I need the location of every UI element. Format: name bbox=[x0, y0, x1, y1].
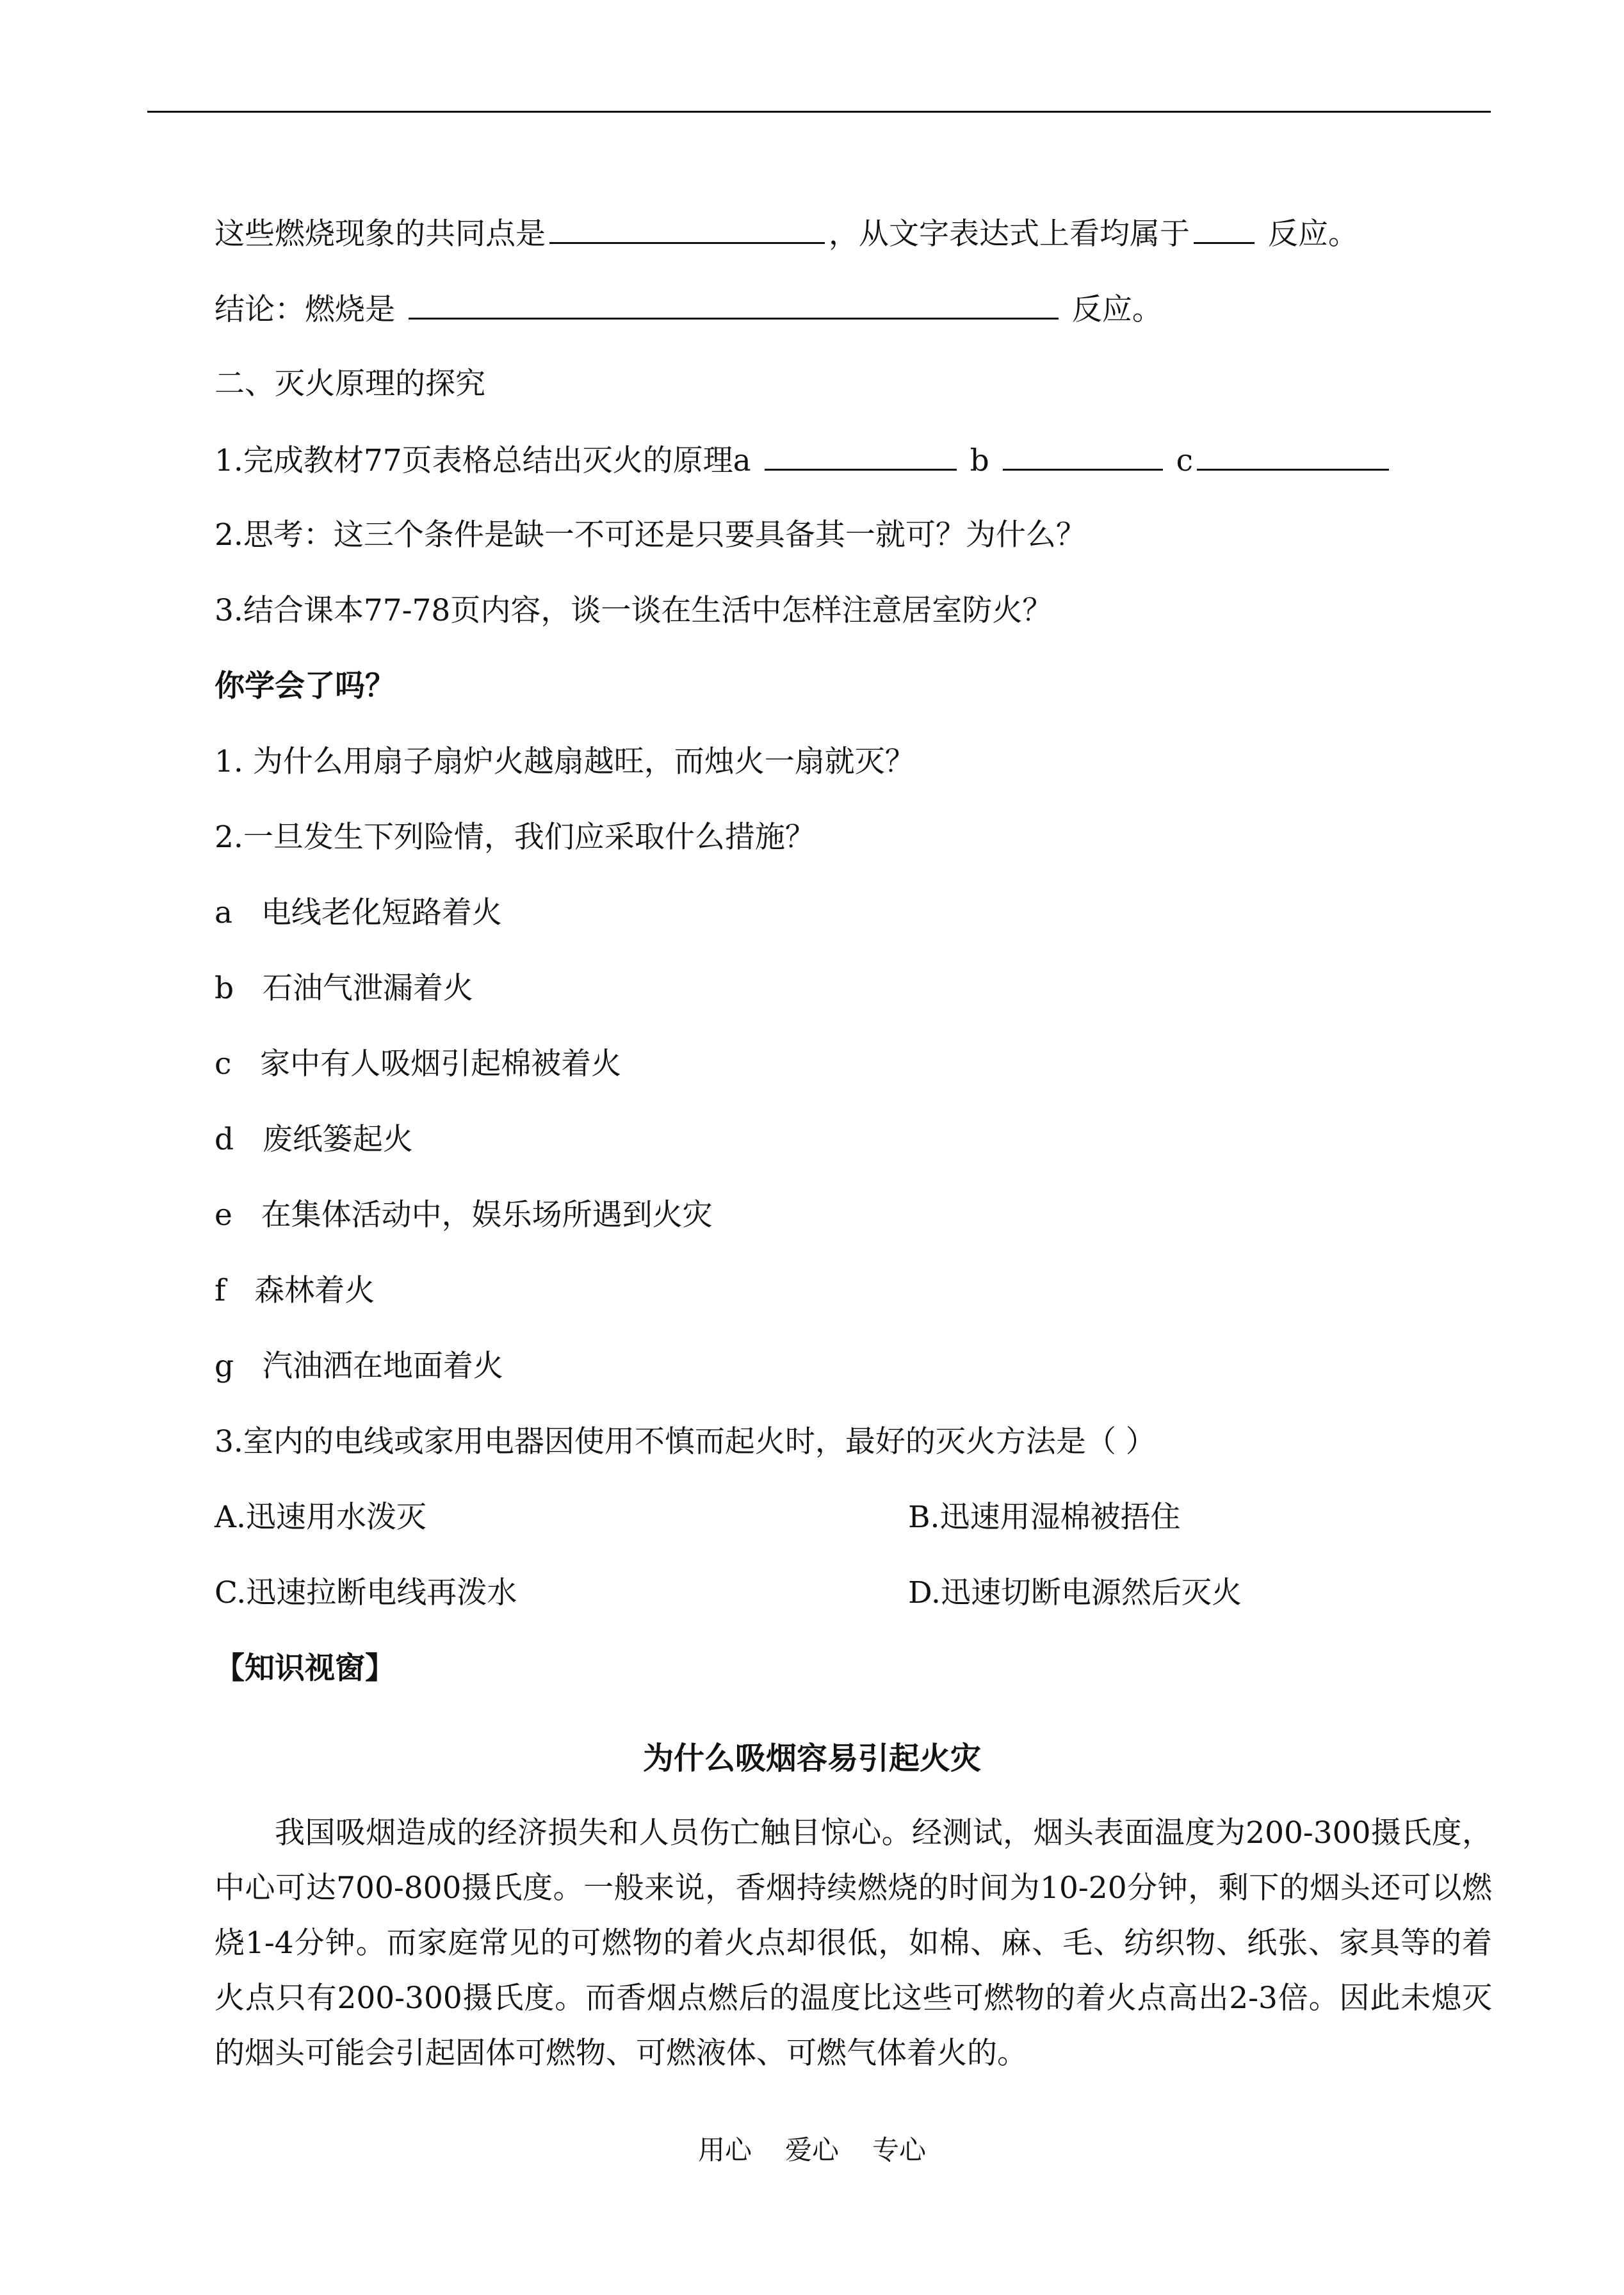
blank-principle-b[interactable] bbox=[1003, 441, 1163, 471]
option-a[interactable]: A.迅速用水泼灭 bbox=[215, 1500, 426, 1535]
label-b: b bbox=[970, 443, 989, 478]
common-point-line bbox=[215, 214, 1358, 254]
list-item bbox=[215, 1347, 503, 1386]
item-letter: a bbox=[215, 895, 233, 930]
blank-conclusion[interactable] bbox=[409, 289, 1059, 320]
quiz-question-1: 1. 为什么用扇子扇炉火越扇越旺，而烛火一扇就灭？ bbox=[215, 744, 915, 779]
footer-word-2: 爱心 bbox=[784, 2134, 839, 2166]
list-item bbox=[215, 1045, 621, 1083]
knowledge-heading: 【知识视窗】 bbox=[215, 1651, 395, 1686]
reaction-type-text: ，从文字表达式上看均属于 bbox=[829, 216, 1190, 252]
blank-reaction-type[interactable] bbox=[1194, 214, 1255, 244]
item-text: 汽油洒在地面着火 bbox=[262, 1349, 503, 1384]
item-letter: b bbox=[215, 971, 234, 1006]
question-1-line bbox=[215, 441, 1393, 480]
item-letter: g bbox=[215, 1349, 234, 1384]
item-letter: e bbox=[215, 1197, 232, 1233]
item-text: 在集体活动中，娱乐场所遇到火灾 bbox=[261, 1197, 713, 1233]
item-text: 电线老化短路着火 bbox=[261, 895, 502, 930]
question-3: 3.结合课本77-78页内容，谈一谈在生活中怎样注意居室防火？ bbox=[215, 593, 1053, 628]
list-item bbox=[215, 1196, 713, 1235]
label-c: c bbox=[1176, 443, 1193, 478]
option-b[interactable]: B.迅速用湿棉被捂住 bbox=[908, 1500, 1181, 1535]
conclusion-line bbox=[215, 289, 1162, 329]
item-text: 废纸篓起火 bbox=[262, 1122, 413, 1157]
blank-common-point[interactable] bbox=[549, 214, 825, 244]
item-letter: d bbox=[215, 1122, 234, 1157]
article-paragraph: 我国吸烟造成的经济损失和人员伤亡触目惊心。经测试，烟头表面温度为200-300摄氏度，中心可达700-800摄氏度。一般来说，香烟持续燃烧的时间为10-20分钟，剩下的烟头还可以燃烧1-4分钟。而家庭常见的可燃物的着火点却很低，如棉、麻、毛、纺织物、纸张、家具等的着火点只有200-300摄氏度。而香烟点燃后的温度比这些可燃物的着火点高出2-3倍。因此未熄灭的烟头可能会引起固体可燃物、可燃液体、可燃气体着火的。 bbox=[215, 1815, 1492, 2071]
list-item bbox=[215, 969, 473, 1008]
footer-word-3: 专心 bbox=[872, 2134, 927, 2166]
blank-principle-a[interactable] bbox=[765, 441, 957, 471]
item-letter: c bbox=[215, 1046, 232, 1082]
list-item bbox=[215, 1272, 375, 1310]
options-row-1 bbox=[215, 1498, 1492, 1537]
options-row-2 bbox=[215, 1574, 1492, 1612]
quiz-heading: 你学会了吗？ bbox=[215, 669, 395, 704]
footer-word-1: 用心 bbox=[697, 2134, 752, 2166]
header-rule bbox=[147, 111, 1491, 113]
list-item bbox=[215, 1121, 413, 1159]
item-text: 森林着火 bbox=[254, 1273, 375, 1308]
conclusion-suffix: 反应。 bbox=[1071, 292, 1162, 327]
article-title: 为什么吸烟容易引起火灾 bbox=[642, 1740, 981, 1776]
question-1-text: 1.完成教材77页表格总结出灭火的原理a bbox=[215, 443, 751, 478]
item-letter: f bbox=[215, 1273, 226, 1308]
question-2: 2.思考：这三个条件是缺一不可还是只要具备其一就可？为什么？ bbox=[215, 517, 1086, 553]
item-text: 家中有人吸烟引起棉被着火 bbox=[260, 1046, 622, 1082]
page-footer bbox=[0, 2132, 1624, 2168]
option-d[interactable]: D.迅速切断电源然后灭火 bbox=[908, 1575, 1242, 1610]
quiz-question-3: 3.室内的电线或家用电器因使用不慎而起火时，最好的灭火方法是（ ） bbox=[215, 1424, 1156, 1459]
quiz-question-2: 2.一旦发生下列险情，我们应采取什么措施？ bbox=[215, 820, 815, 855]
reaction-suffix: 反应。 bbox=[1267, 216, 1358, 252]
section-heading: 二、灭火原理的探究 bbox=[215, 366, 485, 401]
list-item bbox=[215, 894, 502, 932]
option-c[interactable]: C.迅速拉断电线再泼水 bbox=[215, 1575, 517, 1610]
conclusion-text: 结论：燃烧是 bbox=[215, 292, 395, 327]
common-point-text: 这些燃烧现象的共同点是 bbox=[215, 216, 546, 252]
blank-principle-c[interactable] bbox=[1197, 441, 1389, 471]
item-text: 石油气泄漏着火 bbox=[262, 971, 473, 1006]
